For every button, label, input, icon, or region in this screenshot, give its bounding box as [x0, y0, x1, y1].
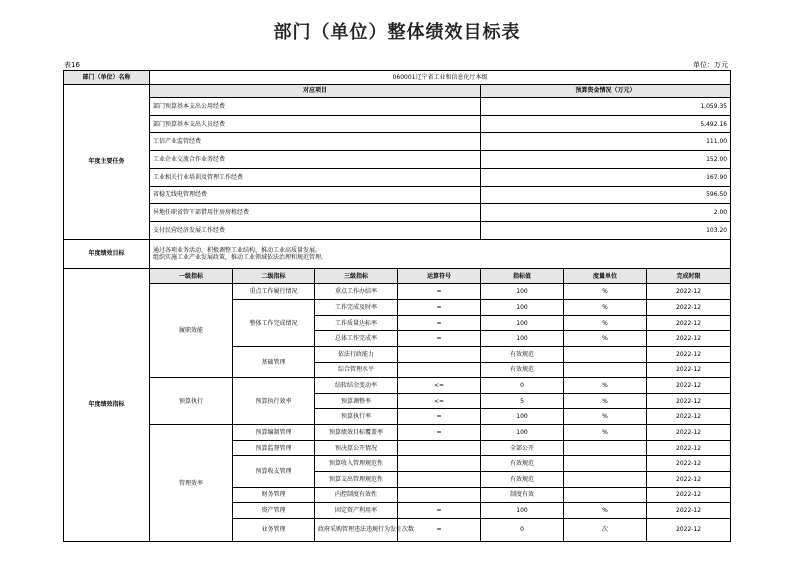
- measure-unit: %: [564, 503, 647, 519]
- measure-unit: %: [564, 315, 647, 331]
- col-header-deadline: 完成时限: [647, 268, 731, 284]
- operator: =: [398, 315, 481, 331]
- performance-table: [63, 70, 731, 542]
- target-value: 有效规范: [481, 362, 564, 378]
- task-name: 异地任职省管干部借用住房房租经费: [150, 204, 481, 222]
- level3-indicator: 预算支出管理规范性: [315, 471, 398, 487]
- deadline: 2022-12: [647, 300, 731, 316]
- level3-indicator: 预算执行率: [315, 409, 398, 425]
- level3-indicator: 预决算公开情况: [315, 440, 398, 456]
- col-header-level2: 二级指标: [233, 268, 315, 284]
- operator: =: [398, 284, 481, 300]
- level3-indicator: 重点工作办结率: [315, 284, 398, 300]
- dept-label: 部门（单位）名称: [64, 71, 150, 85]
- task-name: 支付民营经济发展工作经费: [150, 221, 481, 239]
- level3-indicator: 依法行政能力: [315, 346, 398, 362]
- deadline: 2022-12: [647, 471, 731, 487]
- measure-unit: %: [564, 331, 647, 347]
- target-value: 5: [481, 393, 564, 409]
- measure-unit: %: [564, 393, 647, 409]
- unit-label: 单位：万元: [693, 61, 728, 69]
- deadline: 2022-12: [647, 378, 731, 394]
- level2-indicator: 基础管理: [233, 346, 315, 377]
- level3-indicator: 固定资产利用率: [315, 503, 398, 519]
- task-amount: 111.00: [481, 133, 731, 151]
- level3-indicator: 总体工作完成率: [315, 331, 398, 347]
- measure-unit: [564, 346, 647, 362]
- task-amount: 103.20: [481, 221, 731, 239]
- level1-budget: 预算执行: [150, 378, 233, 425]
- target-value: 100: [481, 425, 564, 441]
- goals-text: [150, 239, 731, 268]
- target-value: 100: [481, 331, 564, 347]
- measure-unit: %: [564, 284, 647, 300]
- goals-label: 年度绩效目标: [64, 239, 150, 268]
- level3-indicator: 预算调整率: [315, 393, 398, 409]
- task-name: 工业企业交流合作业务经费: [150, 151, 481, 169]
- measure-unit: [564, 456, 647, 472]
- operator: =: [398, 409, 481, 425]
- deadline: 2022-12: [647, 503, 731, 519]
- level2-indicator: 整体工作完成情况: [233, 300, 315, 347]
- level3-indicator: 预算绩效目标覆盖率: [315, 425, 398, 441]
- goal-line: 通过各项业务活动，积极调整工业结构，推动工业高质量发展。: [153, 246, 322, 254]
- task-name: 部门预算基本支出人员经费: [150, 115, 481, 133]
- level2-indicator: 财务管理: [233, 487, 315, 503]
- operator: =: [398, 503, 481, 519]
- task-name: 工信产业监管经费: [150, 133, 481, 151]
- level3-indicator: 预算收入管理规范性: [315, 456, 398, 472]
- operator: =: [398, 425, 481, 441]
- target-value: 100: [481, 300, 564, 316]
- measure-unit: 次: [564, 518, 647, 541]
- level3-indicator: 工作完成及时率: [315, 300, 398, 316]
- level1-management: 管理效率: [150, 425, 233, 542]
- operator: [398, 487, 481, 503]
- target-value: 全部公开: [481, 440, 564, 456]
- measure-unit: %: [564, 409, 647, 425]
- col-header-level1: 一级指标: [150, 268, 233, 284]
- operator: =: [398, 331, 481, 347]
- target-value: 有效规范: [481, 346, 564, 362]
- level2-indicator: 业务管理: [233, 518, 315, 541]
- level3-indicator: 政府采购管理违法违规行为发生次数: [315, 518, 398, 541]
- target-value: 0: [481, 378, 564, 394]
- target-value: 100: [481, 503, 564, 519]
- measure-unit: [564, 440, 647, 456]
- task-amount: 5,492.16: [481, 115, 731, 133]
- task-name: 省稳无线电管理经费: [150, 186, 481, 204]
- deadline: 2022-12: [647, 425, 731, 441]
- target-value: 0: [481, 518, 564, 541]
- deadline: 2022-12: [647, 393, 731, 409]
- measure-unit: [564, 362, 647, 378]
- deadline: 2022-12: [647, 315, 731, 331]
- deadline: 2022-12: [647, 331, 731, 347]
- task-amount: 167.90: [481, 168, 731, 186]
- level3-indicator: 工作质量达标率: [315, 315, 398, 331]
- level2-indicator: 重点工作履行情况: [233, 284, 315, 300]
- deadline: 2022-12: [647, 518, 731, 541]
- deadline: 2022-12: [647, 409, 731, 425]
- tasks-label: 年度主要任务: [64, 84, 150, 239]
- deadline: 2022-12: [647, 440, 731, 456]
- level2-indicator: 预算执行效率: [233, 378, 315, 425]
- task-amount: 2.00: [481, 204, 731, 222]
- level2-indicator: 资产管理: [233, 503, 315, 519]
- measure-unit: %: [564, 425, 647, 441]
- level3-indicator: 综合管理水平: [315, 362, 398, 378]
- tasks-header-amount: 预算资金情况（万元）: [481, 84, 731, 98]
- col-header-level3: 三级指标: [315, 268, 398, 284]
- goal-line: 组织实施工业产业发展政策，推动工业领域依法治理和规范管理。: [153, 253, 328, 261]
- deadline: 2022-12: [647, 346, 731, 362]
- deadline: 2022-12: [647, 487, 731, 503]
- level1-performance: 履职效能: [150, 284, 233, 378]
- deadline: 2022-12: [647, 362, 731, 378]
- task-amount: 1,059.35: [481, 98, 731, 116]
- level3-indicator: 内控制度有效性: [315, 487, 398, 503]
- deadline: 2022-12: [647, 456, 731, 472]
- col-header-operator: 运算符号: [398, 268, 481, 284]
- task-name: 工业相关行业培训及管理工作经费: [150, 168, 481, 186]
- col-header-unit: 度量单位: [564, 268, 647, 284]
- measure-unit: [564, 471, 647, 487]
- level2-indicator: 预算收支管理: [233, 456, 315, 487]
- indicators-label: 年度绩效指标: [64, 268, 150, 541]
- level2-indicator: 预算编制管理: [233, 425, 315, 441]
- level3-indicator: 结转结余变动率: [315, 378, 398, 394]
- measure-unit: %: [564, 378, 647, 394]
- operator: =: [398, 300, 481, 316]
- task-amount: 152.00: [481, 151, 731, 169]
- operator: =: [398, 518, 481, 541]
- target-value: 有效规范: [481, 471, 564, 487]
- target-value: 100: [481, 409, 564, 425]
- operator: <=: [398, 393, 481, 409]
- target-value: 制度有效: [481, 487, 564, 503]
- operator: [398, 346, 481, 362]
- page-title: 部门（单位）整体绩效目标表: [273, 22, 521, 43]
- operator: <=: [398, 378, 481, 394]
- dept-value: 060001辽宁省工业和信息化厅本级: [150, 71, 731, 85]
- operator: [398, 440, 481, 456]
- operator: [398, 456, 481, 472]
- measure-unit: %: [564, 300, 647, 316]
- col-header-value: 指标值: [481, 268, 564, 284]
- operator: [398, 362, 481, 378]
- tasks-header-name: 对应项目: [150, 84, 481, 98]
- target-value: 100: [481, 284, 564, 300]
- deadline: 2022-12: [647, 284, 731, 300]
- measure-unit: [564, 487, 647, 503]
- table-number: 表16: [64, 61, 80, 69]
- operator: [398, 471, 481, 487]
- target-value: 有效规范: [481, 456, 564, 472]
- task-amount: 596.50: [481, 186, 731, 204]
- task-name: 部门预算基本支出公用经费: [150, 98, 481, 116]
- level2-indicator: 预算监督管理: [233, 440, 315, 456]
- target-value: 100: [481, 315, 564, 331]
